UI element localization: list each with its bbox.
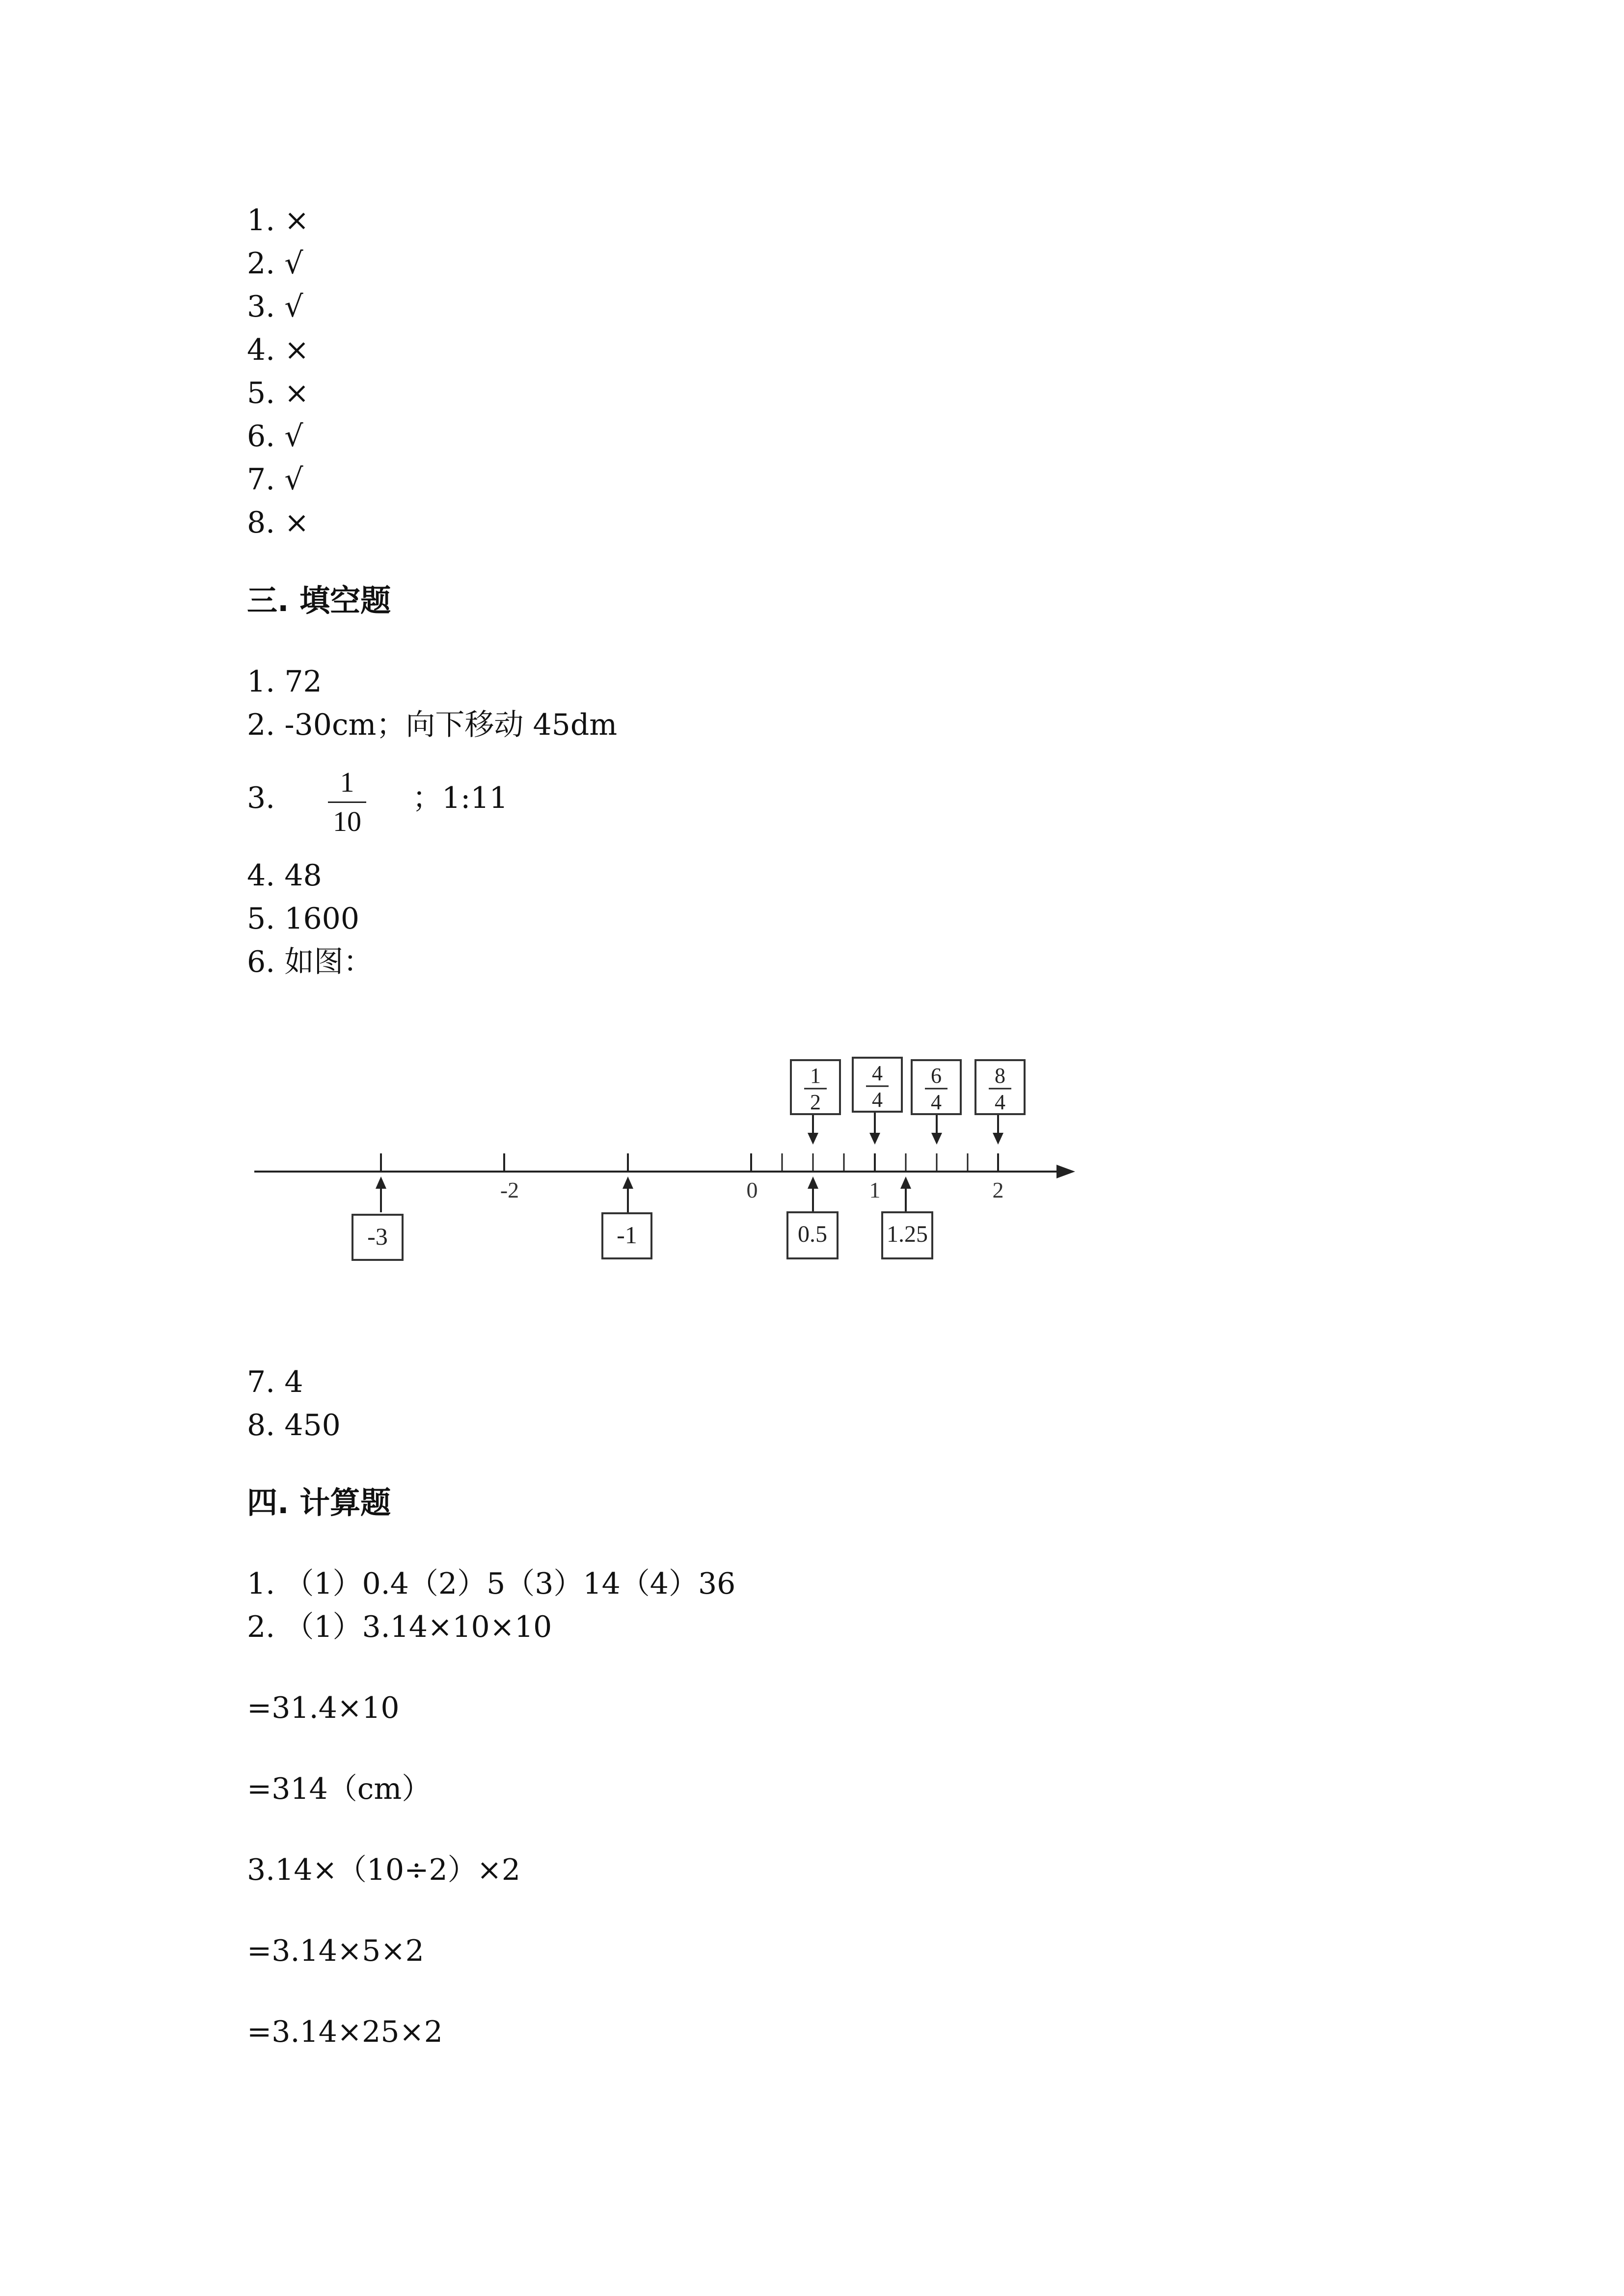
answer-line: 8. × (247, 506, 309, 540)
down-arrow (931, 1115, 942, 1145)
down-arrow (993, 1115, 1003, 1145)
up-arrow (623, 1176, 633, 1212)
value-box-label: 1.25 (887, 1221, 928, 1247)
fraction-box-den: 4 (995, 1090, 1005, 1114)
section-heading: 三. 填空题 (247, 583, 391, 618)
value-box-label: -3 (367, 1223, 388, 1250)
answer-line: 7. √ (247, 462, 303, 497)
calc-line: =31.4×10 (247, 1691, 400, 1725)
answer-line: 5. × (247, 376, 309, 410)
answer-line: 3. √ (247, 290, 303, 324)
fraction-box (791, 1060, 840, 1114)
fraction-box (975, 1060, 1025, 1114)
fraction-box (912, 1060, 961, 1114)
answer-line: 8. 450 (247, 1408, 341, 1442)
tick-label: 1 (869, 1177, 881, 1202)
answer-line: 7. 4 (247, 1365, 303, 1399)
fraction-box-num: 8 (995, 1064, 1005, 1088)
tick-label: 0 (746, 1177, 758, 1202)
answer-line: 6. 如图： (247, 945, 373, 979)
answer-line: 1. × (247, 203, 309, 238)
up-arrow (900, 1176, 911, 1212)
tick-label: 2 (992, 1177, 1004, 1202)
calc-line: 3.14×（10÷2）×2 (247, 1853, 521, 1887)
down-arrow (808, 1115, 818, 1145)
calc-line: =3.14×25×2 (247, 2015, 443, 2049)
up-arrow (808, 1176, 818, 1212)
value-box-label: -1 (617, 1221, 637, 1249)
answer-line-prefix: 3. (247, 781, 275, 815)
answer-line: 2. （1）3.14×10×10 (247, 1610, 552, 1644)
value-box-label: 0.5 (798, 1221, 827, 1247)
fraction-box-den: 2 (810, 1090, 821, 1114)
calc-line: =314（cm） (247, 1772, 432, 1806)
answer-line: 5. 1600 (247, 902, 360, 936)
up-arrow (376, 1176, 386, 1212)
answer-line: 4. 48 (247, 858, 322, 893)
fraction-box (853, 1058, 902, 1112)
tick-label: -2 (500, 1177, 519, 1202)
axis-arrowhead (1056, 1165, 1075, 1178)
fraction-box-den: 4 (872, 1088, 883, 1112)
fraction-numerator: 1 (340, 766, 354, 798)
answer-line: 4. × (247, 333, 309, 367)
answer-line: 6. √ (247, 419, 303, 454)
answer-line: 1. 72 (247, 665, 322, 699)
fraction-box-num: 1 (810, 1064, 821, 1088)
fraction-box-num: 4 (872, 1061, 883, 1085)
section-heading: 四. 计算题 (247, 1485, 391, 1521)
fraction-denominator: 10 (333, 805, 361, 837)
fraction-box-den: 4 (931, 1090, 942, 1114)
calc-line: =3.14×5×2 (247, 1934, 424, 1968)
fraction-box-num: 6 (931, 1064, 942, 1088)
answer-line-suffix: ；1:11 (412, 781, 508, 815)
answer-line: 2. -30cm；向下移动 45dm (247, 708, 618, 742)
answer-line: 1. （1）0.4（2）5（3）14（4）36 (247, 1567, 736, 1601)
down-arrow (869, 1113, 880, 1145)
answer-line: 2. √ (247, 246, 303, 281)
